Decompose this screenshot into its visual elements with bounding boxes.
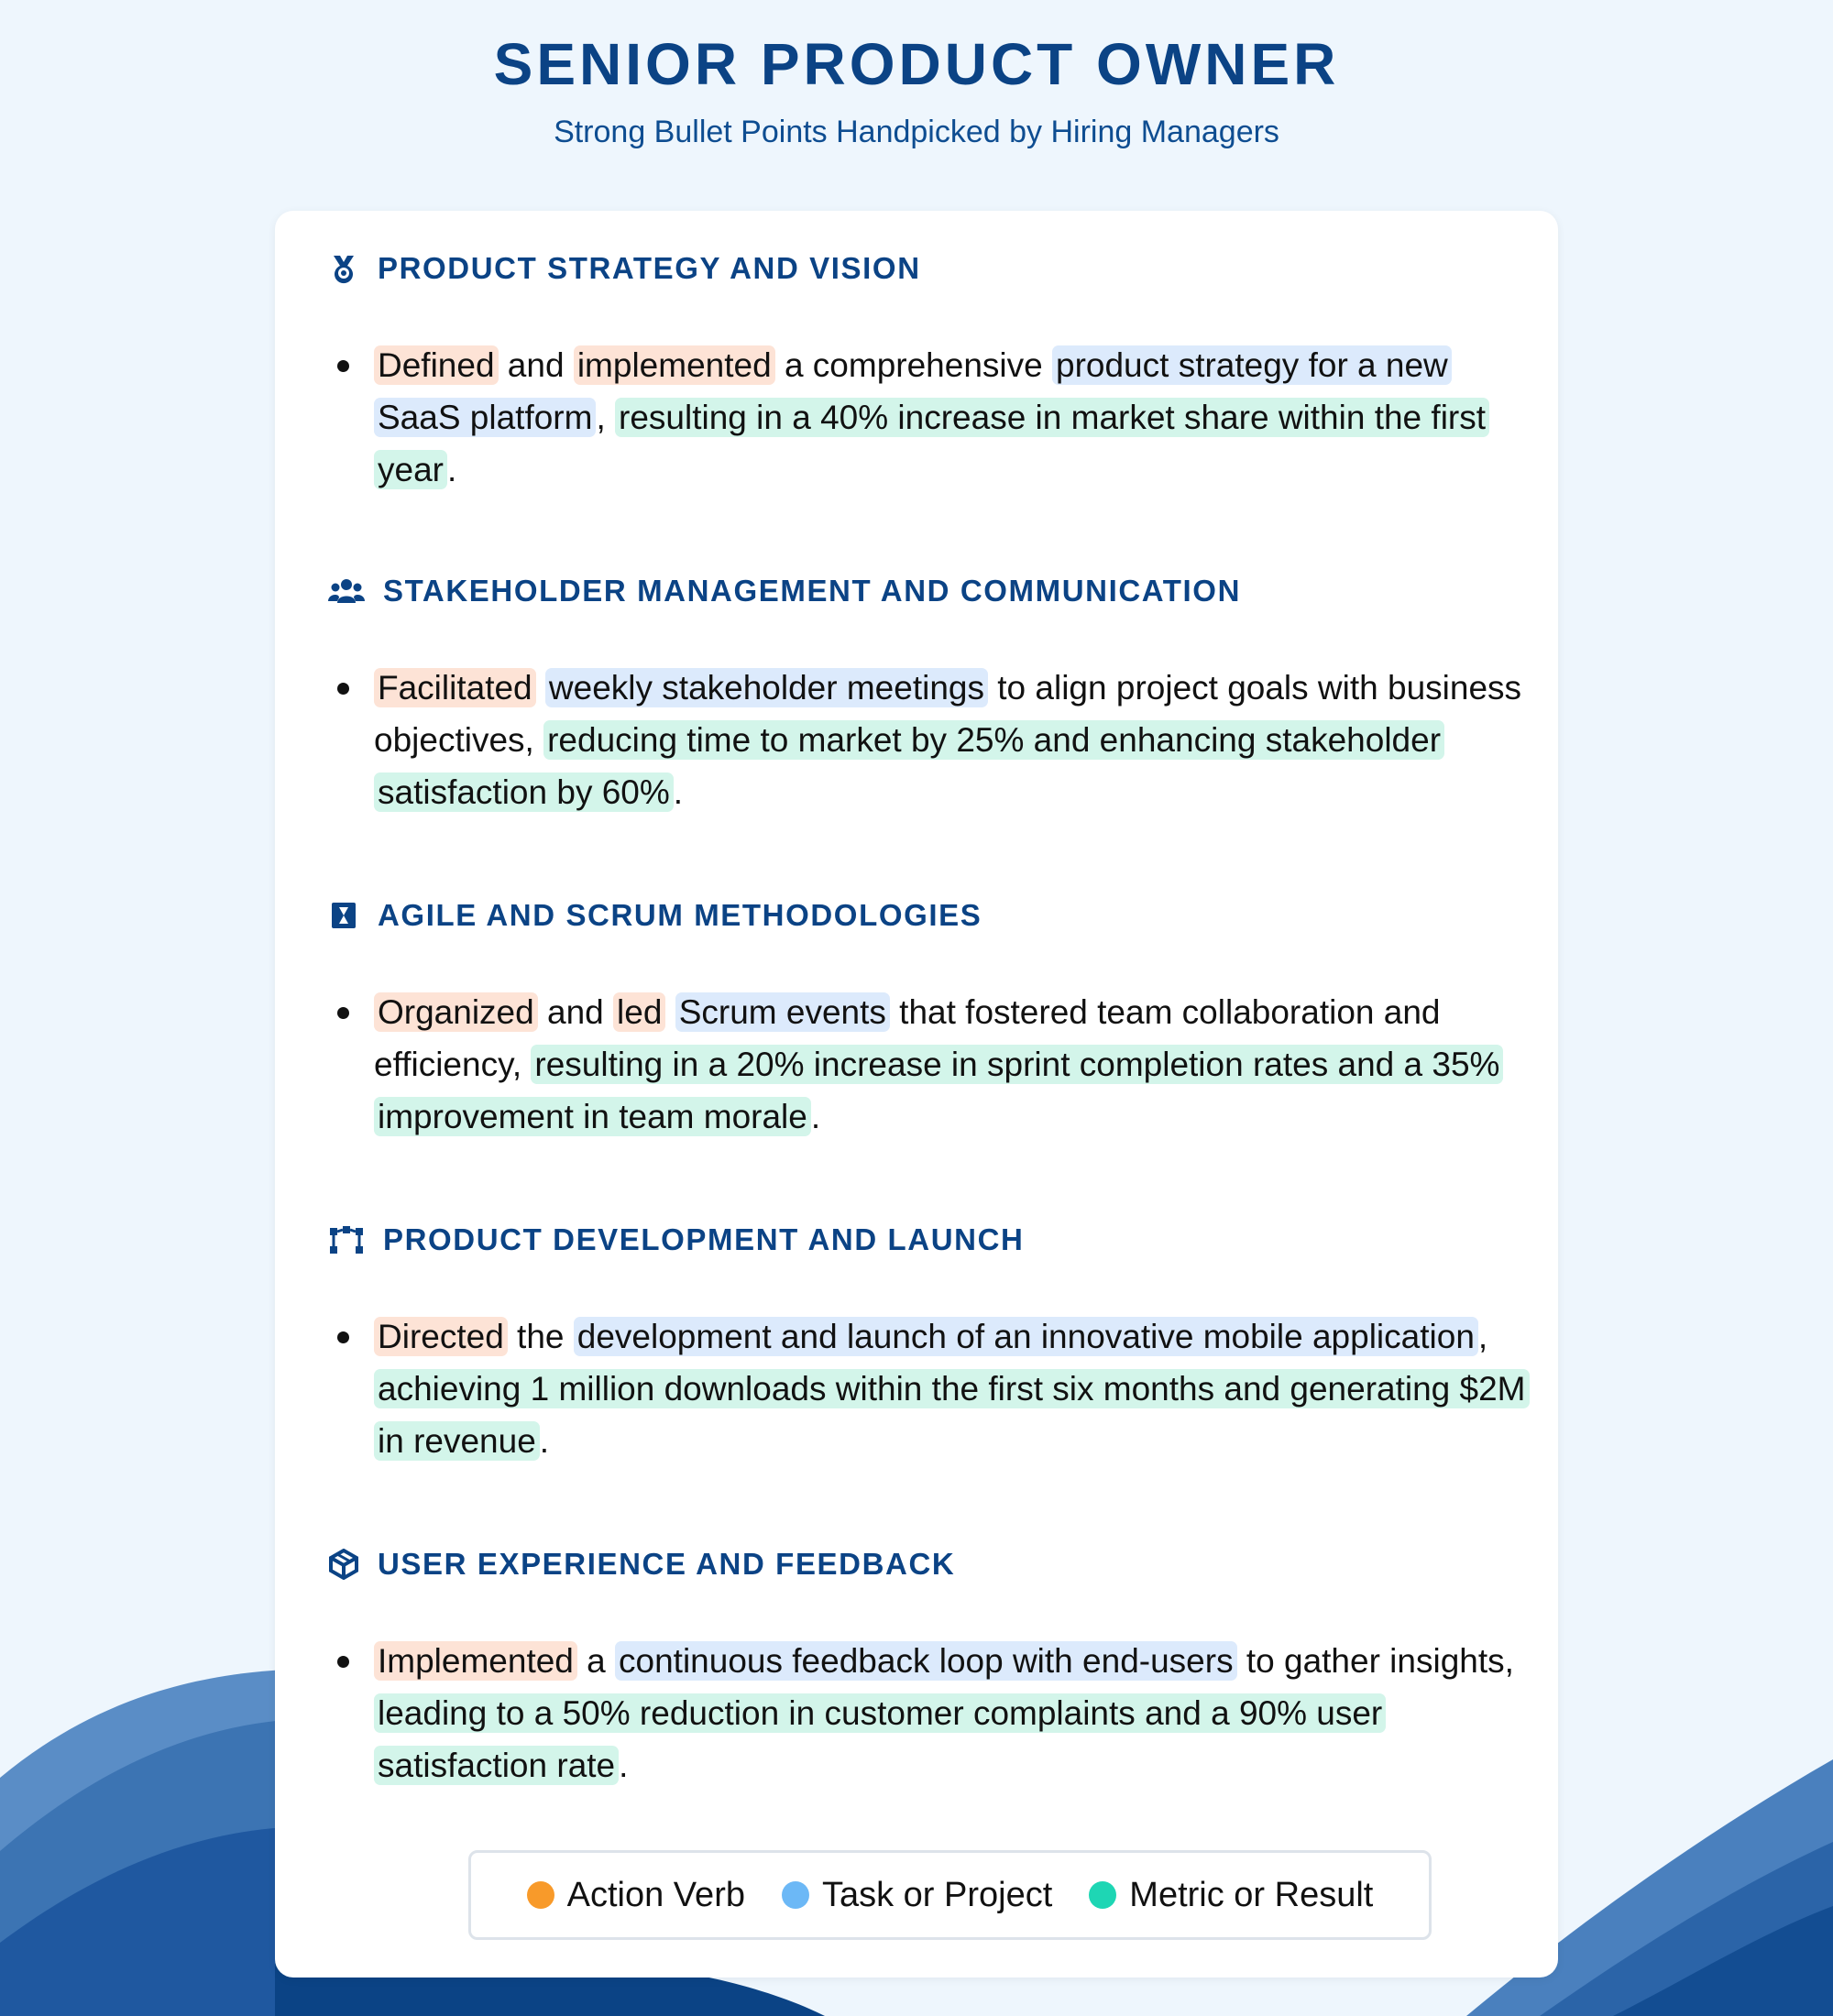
section-heading <box>328 1541 1538 1587</box>
task-highlight: product strategy for a new SaaS platform <box>374 345 1452 437</box>
bullet-dot <box>337 1331 349 1343</box>
task-highlight: development and launch of an innovative mobile application <box>574 1317 1478 1356</box>
bullet-dot <box>337 1007 349 1019</box>
action-verb-highlight: Implemented <box>374 1641 577 1681</box>
section-title: AGILE AND SCRUM METHODOLOGIES <box>378 898 982 932</box>
legend-item-action-verb <box>527 1876 745 1915</box>
hourglass-icon <box>328 900 359 931</box>
section-product-strategy <box>328 246 1538 496</box>
legend-item-task-project <box>782 1876 1052 1915</box>
legend <box>468 1850 1432 1940</box>
legend-dot <box>1089 1881 1116 1909</box>
section-stakeholder-management <box>328 568 1538 818</box>
bullet-item <box>328 1635 1538 1791</box>
section-agile-scrum <box>328 893 1538 1143</box>
bullet-dot <box>337 360 349 372</box>
section-user-experience <box>328 1541 1538 1791</box>
users-icon <box>328 575 365 607</box>
medal-icon <box>328 253 359 284</box>
bullet-text: . <box>539 1422 550 1460</box>
action-verb-highlight: Directed <box>374 1317 508 1356</box>
legend-label: Action Verb <box>566 1875 745 1914</box>
page-subtitle: Strong Bullet Points Handpicked by Hiring Managers <box>554 115 1279 149</box>
metric-highlight: resulting in a 20% increase in sprint completion rates and a 35% improvement in team morale <box>374 1045 1503 1136</box>
legend-dot <box>527 1881 554 1909</box>
bullet-text: that fostered team collaboration and efficiency, <box>374 993 1441 1083</box>
bullet-text: the <box>507 1318 574 1355</box>
bullet-text: . <box>810 1098 821 1135</box>
section-title: PRODUCT DEVELOPMENT AND LAUNCH <box>383 1222 1025 1256</box>
task-highlight: continuous feedback loop with end-users <box>615 1641 1237 1681</box>
bullet-text <box>665 993 675 1031</box>
section-heading <box>328 1217 1538 1263</box>
section-title: PRODUCT STRATEGY AND VISION <box>378 251 921 285</box>
metric-highlight: resulting in a 40% increase in market share within the first year <box>374 398 1489 489</box>
action-verb-highlight: Defined <box>374 345 499 385</box>
bullet-text: . <box>446 451 457 488</box>
legend-label: Task or Project <box>821 1875 1053 1914</box>
bullet-text: . <box>673 773 684 811</box>
task-highlight: weekly stakeholder meetings <box>545 668 988 707</box>
bullet-item <box>328 986 1538 1143</box>
section-title: STAKEHOLDER MANAGEMENT AND COMMUNICATION <box>383 574 1242 608</box>
bullet-text: and <box>498 346 574 384</box>
metric-highlight: reducing time to market by 25% and enhancing stakeholder satisfaction by 60% <box>374 720 1444 812</box>
page-title: SENIOR PRODUCT OWNER <box>493 31 1340 97</box>
bullet-text: , <box>596 399 616 436</box>
action-verb-highlight: led <box>613 992 665 1032</box>
bullet-dot <box>337 1656 349 1668</box>
legend-label: Metric or Result <box>1129 1875 1374 1914</box>
legend-item-metric-result <box>1089 1876 1373 1915</box>
bullet-text: a comprehensive <box>774 346 1052 384</box>
bullet-dot <box>337 683 349 695</box>
bullet-item <box>328 1310 1538 1467</box>
bullet-text <box>536 669 545 707</box>
action-verb-highlight: Organized <box>374 992 538 1032</box>
bullet-item <box>328 662 1538 818</box>
bullet-text: and <box>537 993 614 1031</box>
bullet-text: a <box>576 1642 616 1680</box>
metric-highlight: leading to a 50% reduction in customer complaints and a 90% user satisfaction rate <box>374 1693 1386 1785</box>
bullet-item <box>328 339 1538 496</box>
bullet-card <box>275 211 1558 1978</box>
action-verb-highlight: Facilitated <box>374 668 536 707</box>
metric-highlight: achieving 1 million downloads within the first six months and generating $2M in revenue <box>374 1369 1530 1461</box>
workflow-icon <box>328 1224 365 1255</box>
section-product-development <box>328 1217 1538 1467</box>
action-verb-highlight: implemented <box>574 345 775 385</box>
bullet-text: . <box>619 1747 629 1784</box>
bullet-text: to gather insights, <box>1236 1642 1514 1680</box>
section-title: USER EXPERIENCE AND FEEDBACK <box>378 1547 956 1581</box>
bullet-text: , <box>1477 1318 1488 1355</box>
legend-dot <box>782 1881 809 1909</box>
page-header <box>0 27 1833 152</box>
cube-icon <box>328 1549 359 1580</box>
bullet-text: to align project goals with business objectives, <box>374 669 1522 759</box>
task-highlight: Scrum events <box>675 992 890 1032</box>
section-heading <box>328 568 1538 614</box>
section-heading <box>328 246 1538 291</box>
section-heading <box>328 893 1538 938</box>
